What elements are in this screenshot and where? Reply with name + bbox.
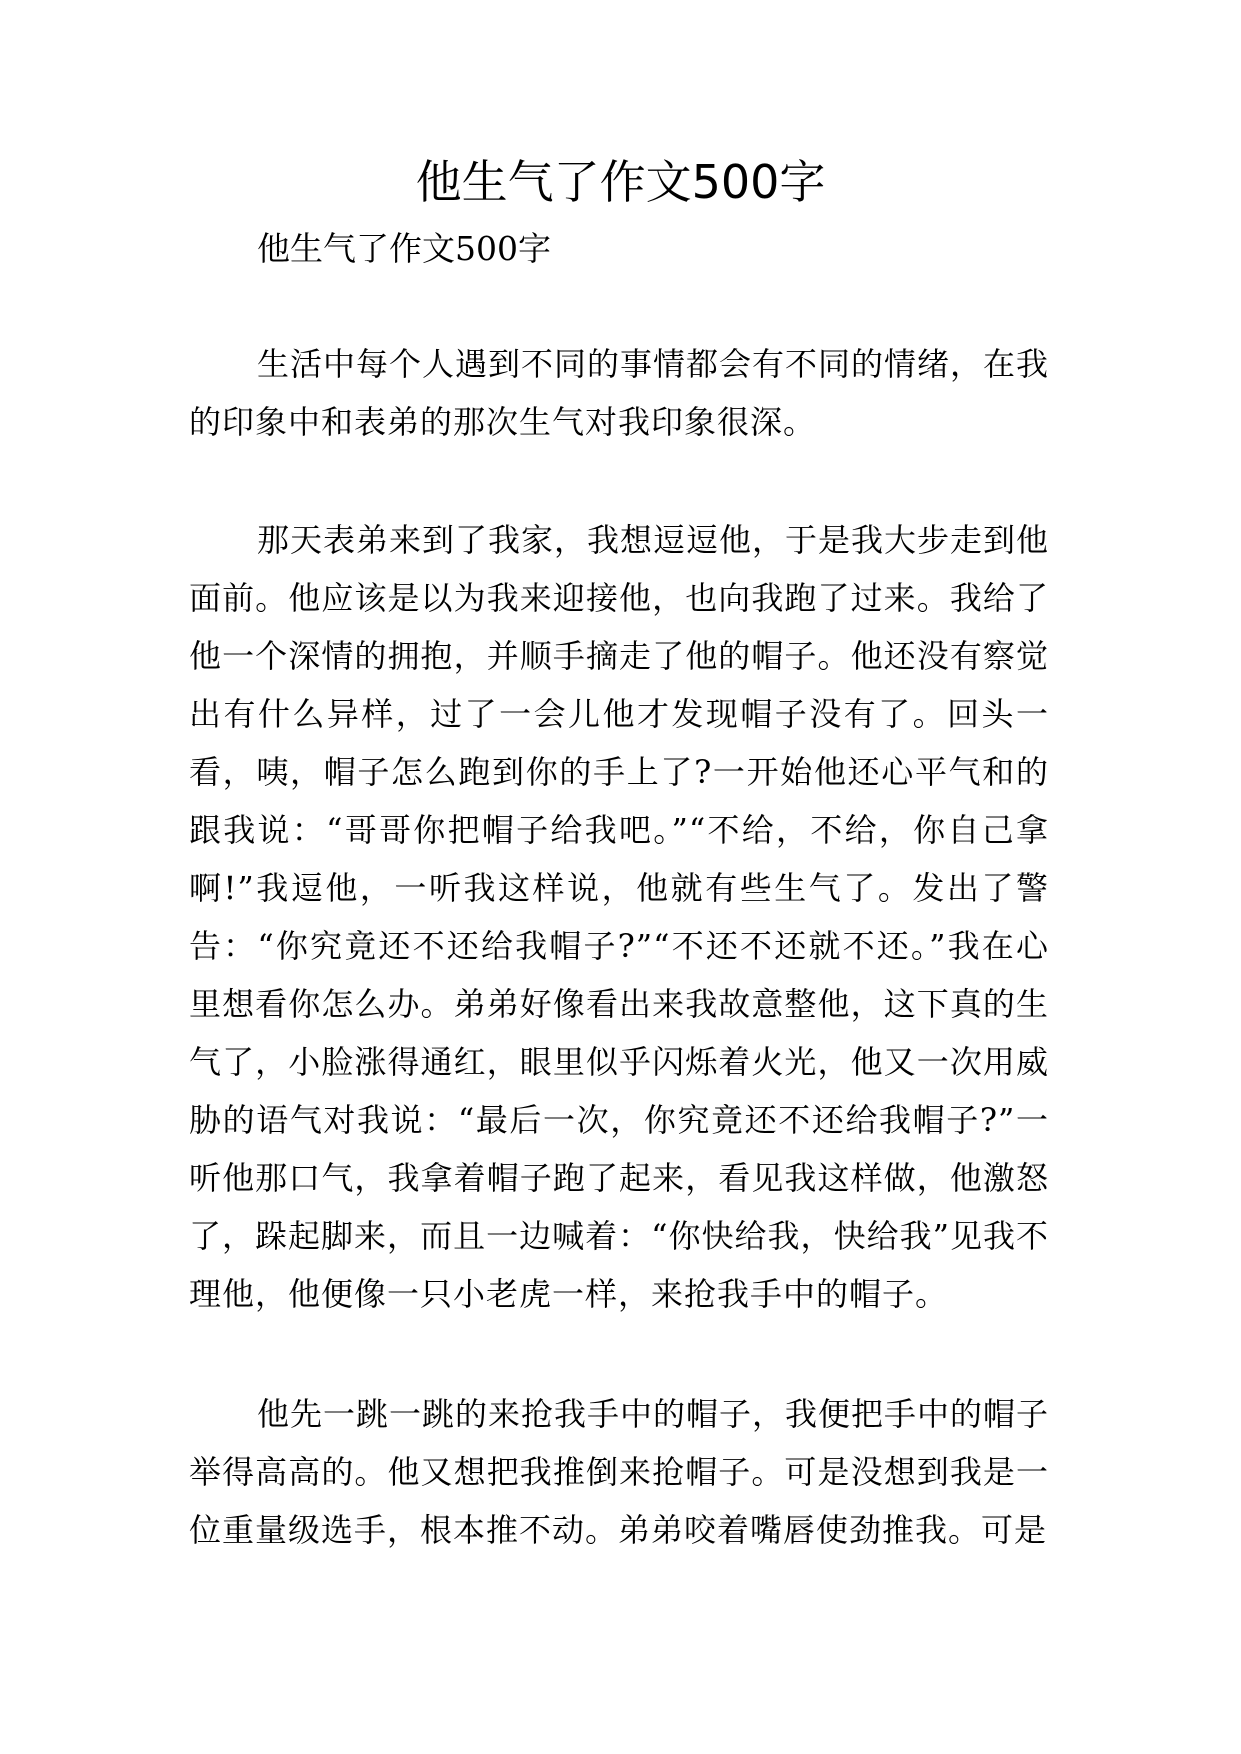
paragraph-3: 他先一跳一跳的来抢我手中的帽子，我便把手中的帽子举得高高的。他又想把我推倒来抢帽子。可是没想到我是一位重量级选手，根本推不动。弟弟咬着嘴唇使劲推我。可是	[189, 1395, 1050, 1549]
paragraph-1: 生活中每个人遇到不同的事情都会有不同的情绪，在我的印象中和表弟的那次生气对我印象很深。	[189, 345, 1050, 441]
document-title: 他生气了作文500字	[415, 155, 826, 209]
document-subtitle: 他生气了作文500字	[257, 229, 551, 268]
paragraph-2: 那天表弟来到了我家，我想逗逗他，于是我大步走到他面前。他应该是以为我来迎接他，也向我跑了过来。我给了他一个深情的拥抱，并顺手摘走了他的帽子。他还没有察觉出有什么异样，过了一会儿他才发现帽子没有了。回头一看，咦，帽子怎么跑到你的手上了?一开始他还心平气和的跟我说：“哥哥你把帽子给我吧。”“不给，不给，你自己拿啊!”我逗他，一听我这样说，他就有些生气了。发出了警告：“你究竟还不还给我帽子?”“不还不还就不还。”我在心里想看你怎么办。弟弟好像看出来我故意整他，这下真的生气了，小脸涨得通红，眼里似乎闪烁着火光，他又一次用威胁的语气对我说：“最后一次，你究竟还不还给我帽子?”一听他那口气，我拿着帽子跑了起来，看见我这样做，他激怒了，跺起脚来，而且一边喊着：“你快给我，快给我”见我不理他，他便像一只小老虎一样，来抢我手中的帽子。	[189, 521, 1050, 1313]
